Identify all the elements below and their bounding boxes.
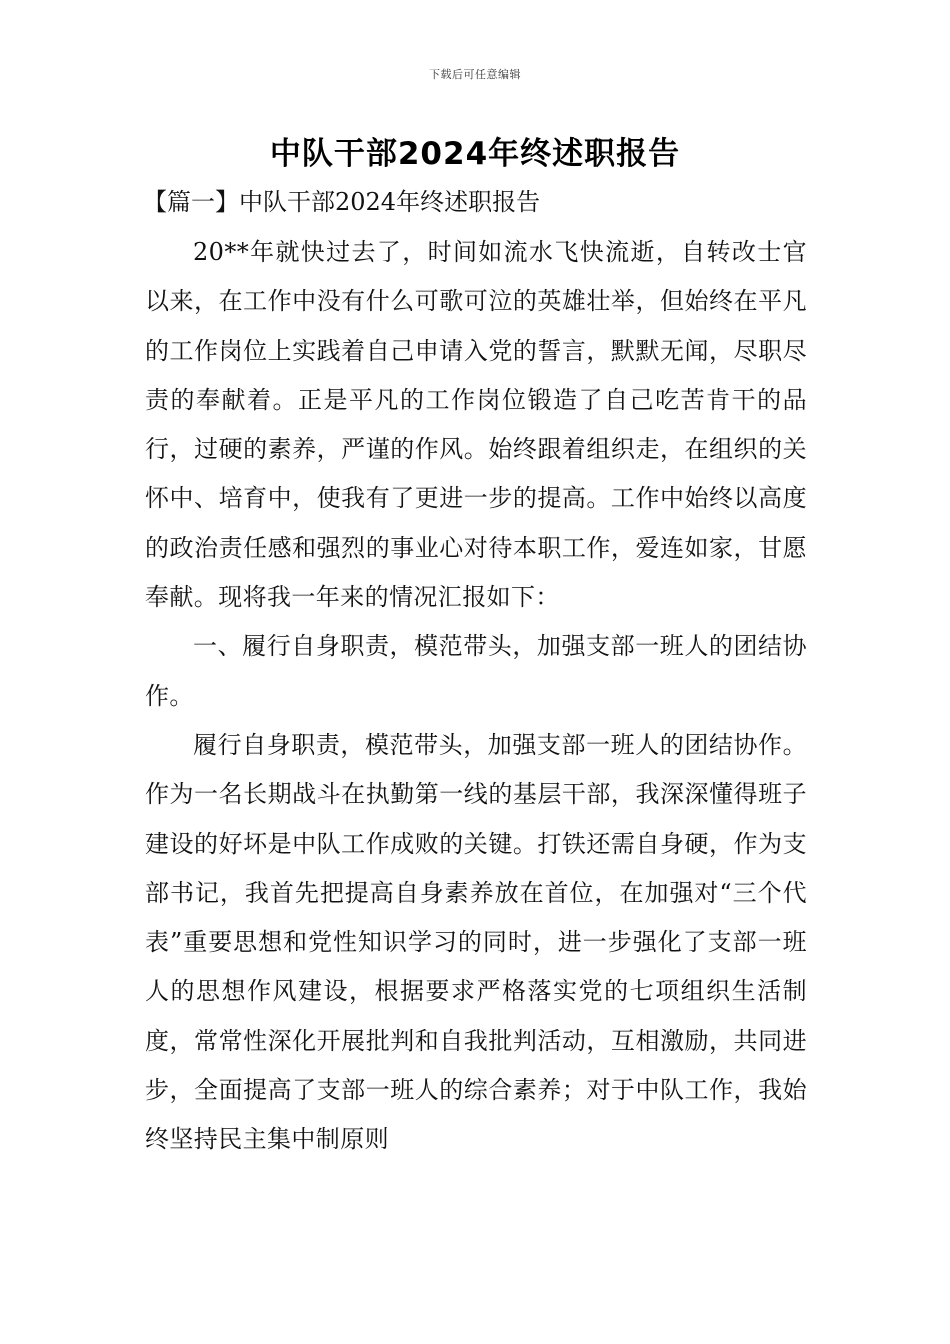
header-note: 下载后可任意编辑 [429,68,521,81]
document-title: 中队干部2024年终述职报告 [269,136,681,172]
document-body [145,228,807,1165]
section-heading: 【篇一】中队干部2024年终述职报告 [143,188,541,216]
paragraph: 20**年就快过去了，时间如流水飞快流逝，自转改士官以来，在工作中没有什么可歌可泣的英雄壮举，但始终在平凡的工作岗位上实践着自己申请入党的誓言，默默无闻，尽职尽责的奉献着。正是平凡的工作岗位锻造了自己吃苦肯干的品行，过硬的素养，严谨的作风。始终跟着组织走，在组织的关怀中、培育中，使我有了更进一步的提高。工作中始终以高度的政治责任感和强烈的事业心对待本职工作，爱连如家，甘愿奉献。现将我一年来的情况汇报如下： [145,238,807,612]
paragraph: 一、履行自身职责，模范带头，加强支部一班人的团结协作。 [145,632,807,710]
paragraph: 履行自身职责，模范带头，加强支部一班人的团结协作。作为一名长期战斗在执勤第一线的基层干部，我深深懂得班子建设的好坏是中队工作成败的关键。打铁还需自身硬，作为支部书记，我首先把提高自身素养放在首位，在加强对“三个代表”重要思想和党性知识学习的同时，进一步强化了支部一班人的思想作风建设，根据要求严格落实党的七项组织生活制度，常常性深化开展批判和自我批判活动，互相激励，共同进步，全面提高了支部一班人的综合素养；对于中队工作，我始终坚持民主集中制原则 [145,730,807,1154]
